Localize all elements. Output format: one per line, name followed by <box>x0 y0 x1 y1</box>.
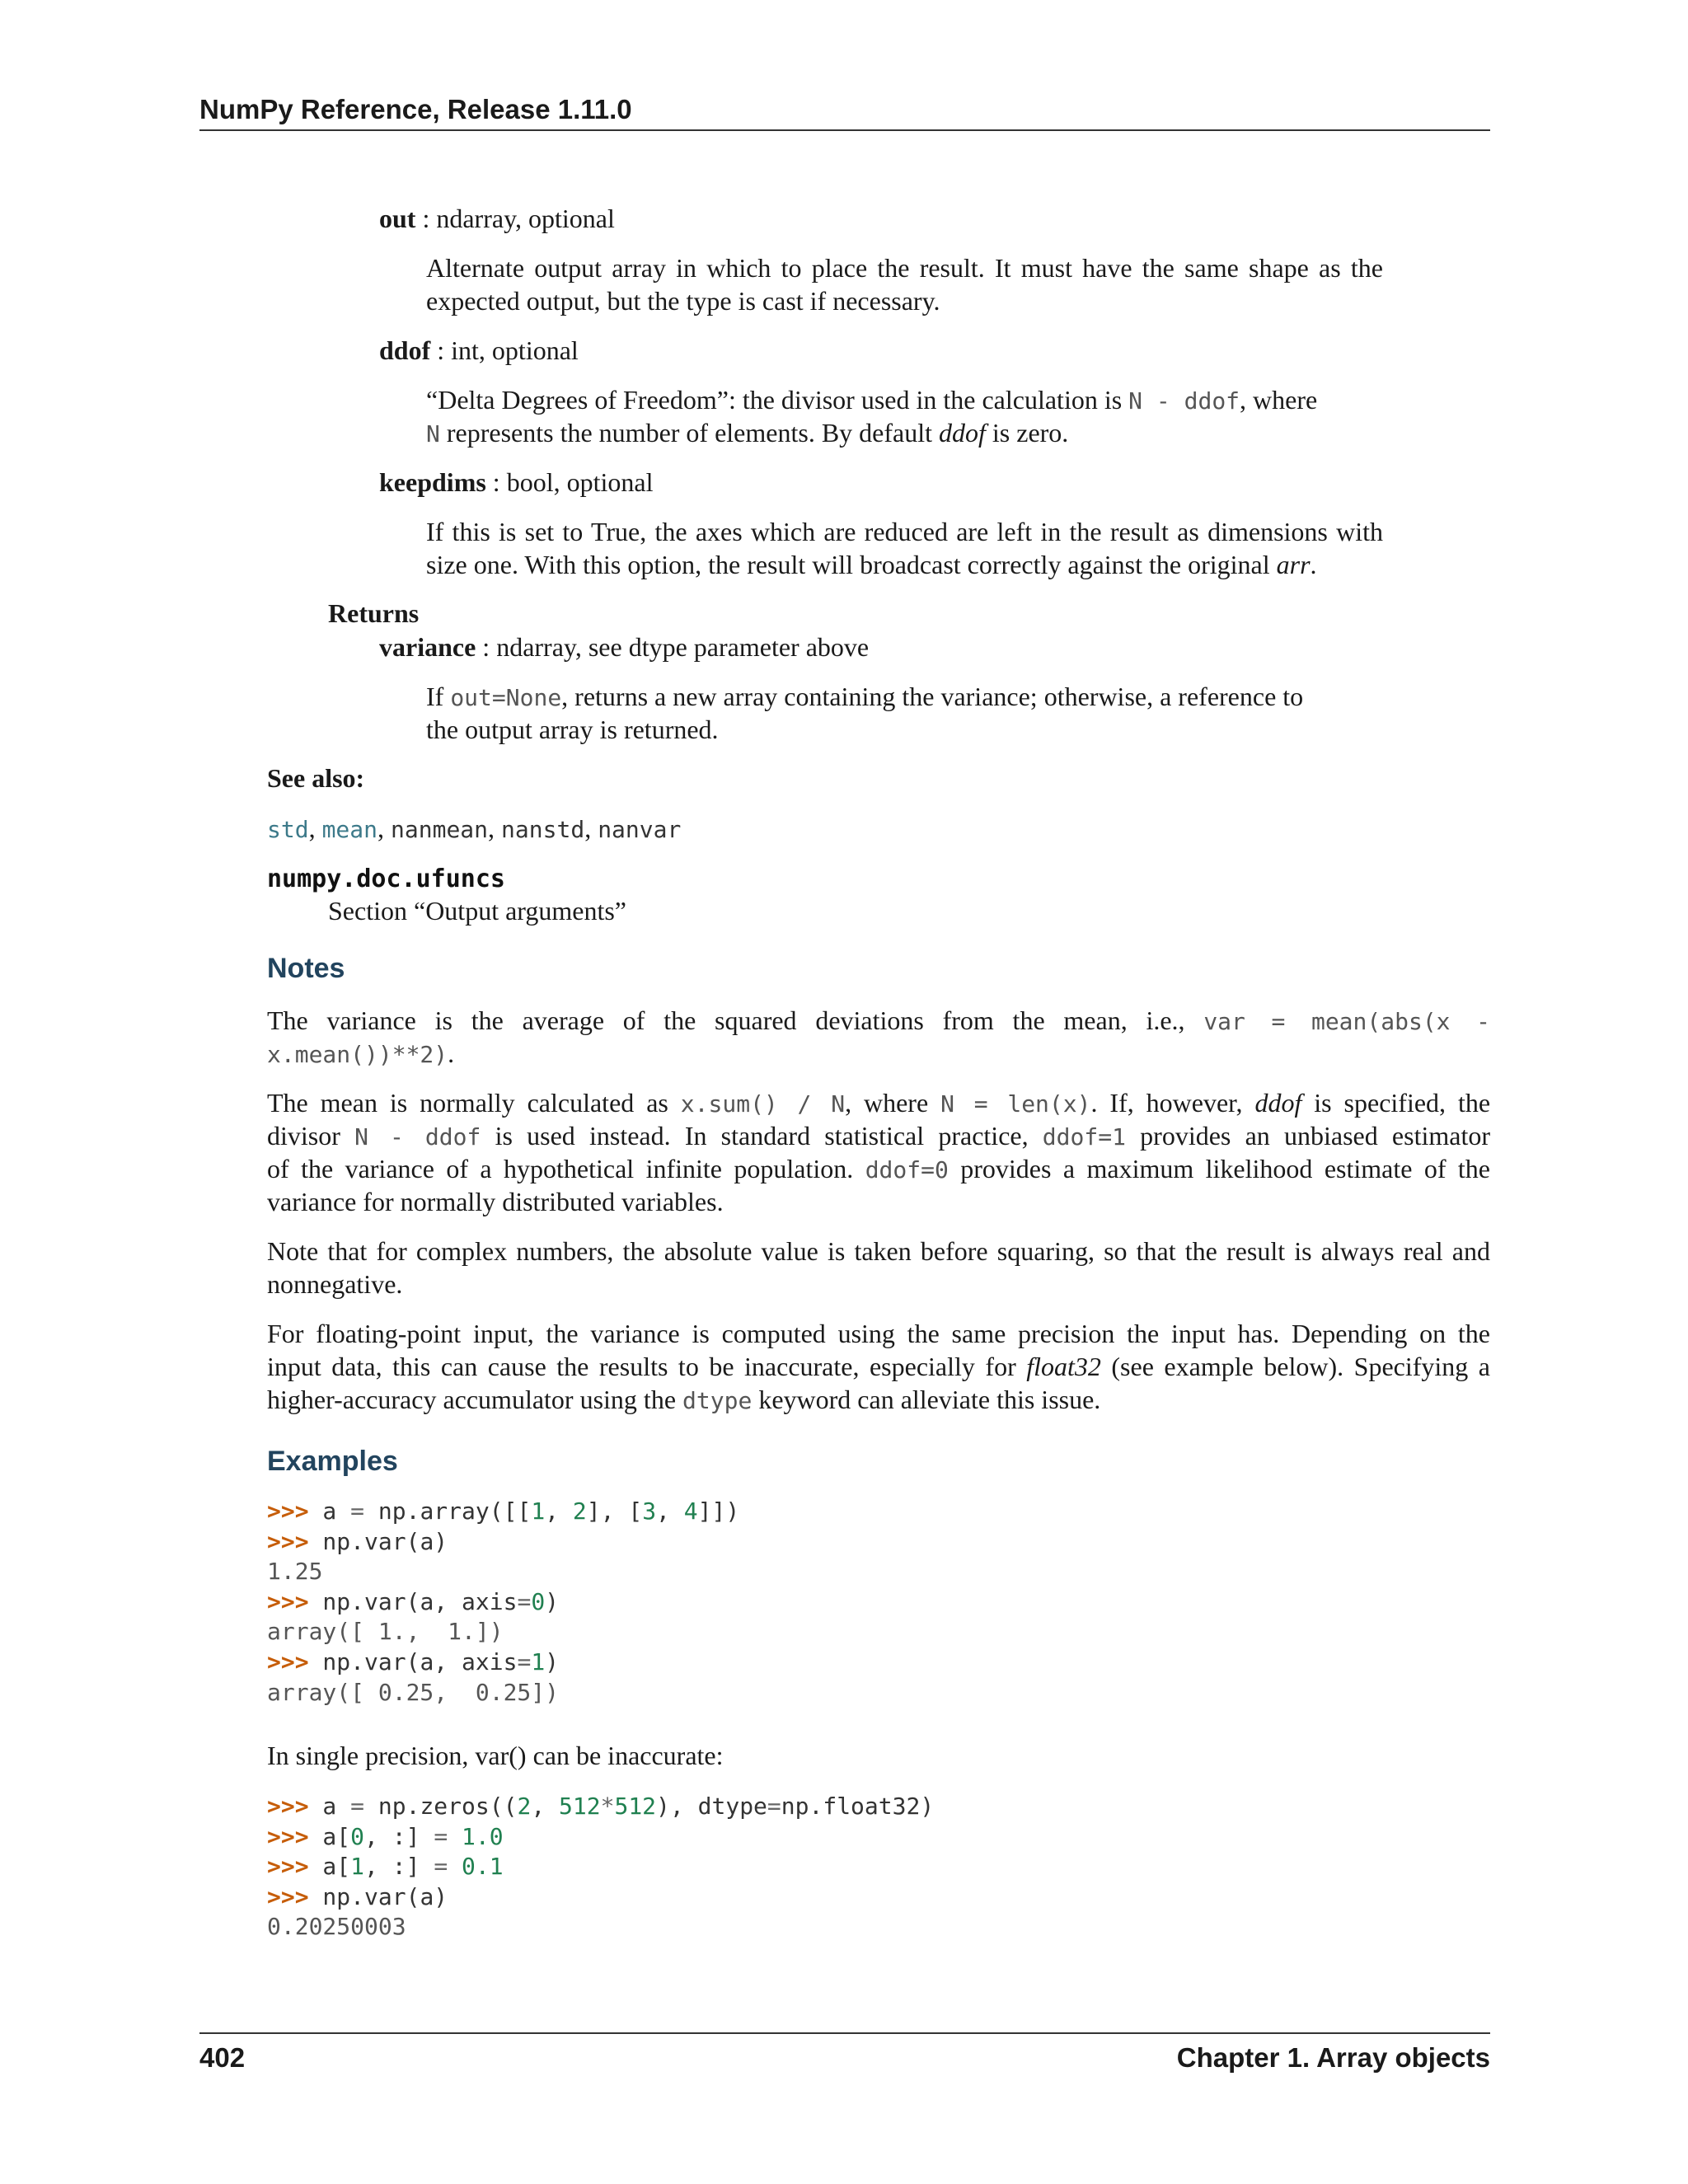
code-output: 0.20250003 <box>267 1913 406 1941</box>
param-keepdims: keepdims : bool, optional <box>379 467 654 497</box>
code-output: array([ 1., 1.]) <box>267 1618 504 1646</box>
param-ddof-desc-line2: N represents the number of elements. By default ddof is zero. <box>426 418 1069 448</box>
header-rule <box>199 129 1490 131</box>
notes-p3-line2: nonnegative. <box>267 1269 403 1299</box>
param-ddof-desc-line1: “Delta Degrees of Freedom”: the divisor used in the calculation is N - ddof, where <box>426 385 1318 415</box>
param-keepdims-desc-line1: If this is set to True, the axes which are reduced are left in the result as dimensions with <box>426 517 1383 546</box>
see-also-heading: See also: <box>267 763 365 793</box>
code-line: >>> np.var(a) <box>267 1882 448 1910</box>
return-desc-line1: If out=None, returns a new array containing the variance; otherwise, a reference to <box>426 682 1304 711</box>
return-desc-line2: the output array is returned. <box>426 715 719 744</box>
code-line: >>> a[1, :] = 0.1 <box>267 1853 504 1881</box>
param-out-desc-line2: expected output, but the type is cast if necessary. <box>426 286 940 316</box>
code-line: >>> np.var(a) <box>267 1527 448 1555</box>
code-line: >>> a[0, :] = 1.0 <box>267 1822 504 1850</box>
notes-p1-line2: x.mean())**2). <box>267 1038 455 1068</box>
notes-p2-line2: divisor N - ddof is used instead. In standard statistical practice, ddof=1 provides an unbiased estimator <box>267 1121 1490 1151</box>
param-out: out : ndarray, optional <box>379 204 615 233</box>
code-line: >>> np.var(a, axis=0) <box>267 1587 560 1615</box>
code-line: >>> a = np.array([[1, 2], [3, 4]]) <box>267 1497 740 1525</box>
notes-p4-line2: input data, this can cause the results to be inaccurate, especially for float32 (see example below). Specifying a <box>267 1352 1490 1381</box>
see-also-list: std, mean, nanmean, nanstd, nanvar <box>267 813 682 843</box>
code-line: >>> a = np.zeros((2, 512*512), dtype=np.float32) <box>267 1793 935 1820</box>
footer-rule <box>199 2032 1490 2034</box>
code-line: >>> np.var(a, axis=1) <box>267 1647 560 1675</box>
code-output: array([ 0.25, 0.25]) <box>267 1678 560 1706</box>
notes-heading: Notes <box>267 953 345 984</box>
link-mean[interactable]: mean <box>321 816 378 843</box>
return-variance: variance : ndarray, see dtype parameter above <box>379 632 870 662</box>
code-block-2 <box>267 1792 1490 1943</box>
examples-heading: Examples <box>267 1446 398 1477</box>
param-out-desc-line1: Alternate output array in which to place the result. It must have the same shape as the <box>426 253 1383 283</box>
link-std[interactable]: std <box>267 816 309 843</box>
chapter-title: Chapter 1. Array objects <box>1176 2042 1490 2073</box>
code-output: 1.25 <box>267 1558 323 1586</box>
see-also-ref-desc: Section “Output arguments” <box>328 896 626 926</box>
page-number: 402 <box>199 2042 246 2073</box>
examples-between-text: In single precision, var() can be inaccurate: <box>267 1741 724 1770</box>
notes-p2-line3: of the variance of a hypothetical infinite population. ddof=0 provides a maximum likelihood estimate of the <box>267 1154 1490 1183</box>
code-block-1 <box>267 1497 1490 1708</box>
notes-p1-line1: The variance is the average of the squared deviations from the mean, i.e., var = mean(abs(x - <box>267 1005 1491 1035</box>
notes-p4-line3: higher-accuracy accumulator using the dtype keyword can alleviate this issue. <box>267 1385 1101 1414</box>
see-also-ref-name: numpy.doc.ufuncs <box>267 865 505 893</box>
notes-p2-line4: variance for normally distributed variables. <box>267 1187 724 1216</box>
notes-p2-line1: The mean is normally calculated as x.sum() / N, where N = len(x). If, however, ddof is specified, the <box>267 1088 1491 1118</box>
running-header: NumPy Reference, Release 1.11.0 <box>199 94 632 124</box>
param-keepdims-desc-line2: size one. With this option, the result will broadcast correctly against the original arr. <box>426 550 1317 579</box>
returns-heading: Returns <box>328 598 420 628</box>
param-ddof: ddof : int, optional <box>379 335 579 365</box>
notes-p3-line1: Note that for complex numbers, the absolute value is taken before squaring, so that the result is always real and <box>267 1236 1490 1266</box>
notes-p4-line1: For floating-point input, the variance is computed using the same precision the input has. Depending on the <box>267 1319 1490 1348</box>
